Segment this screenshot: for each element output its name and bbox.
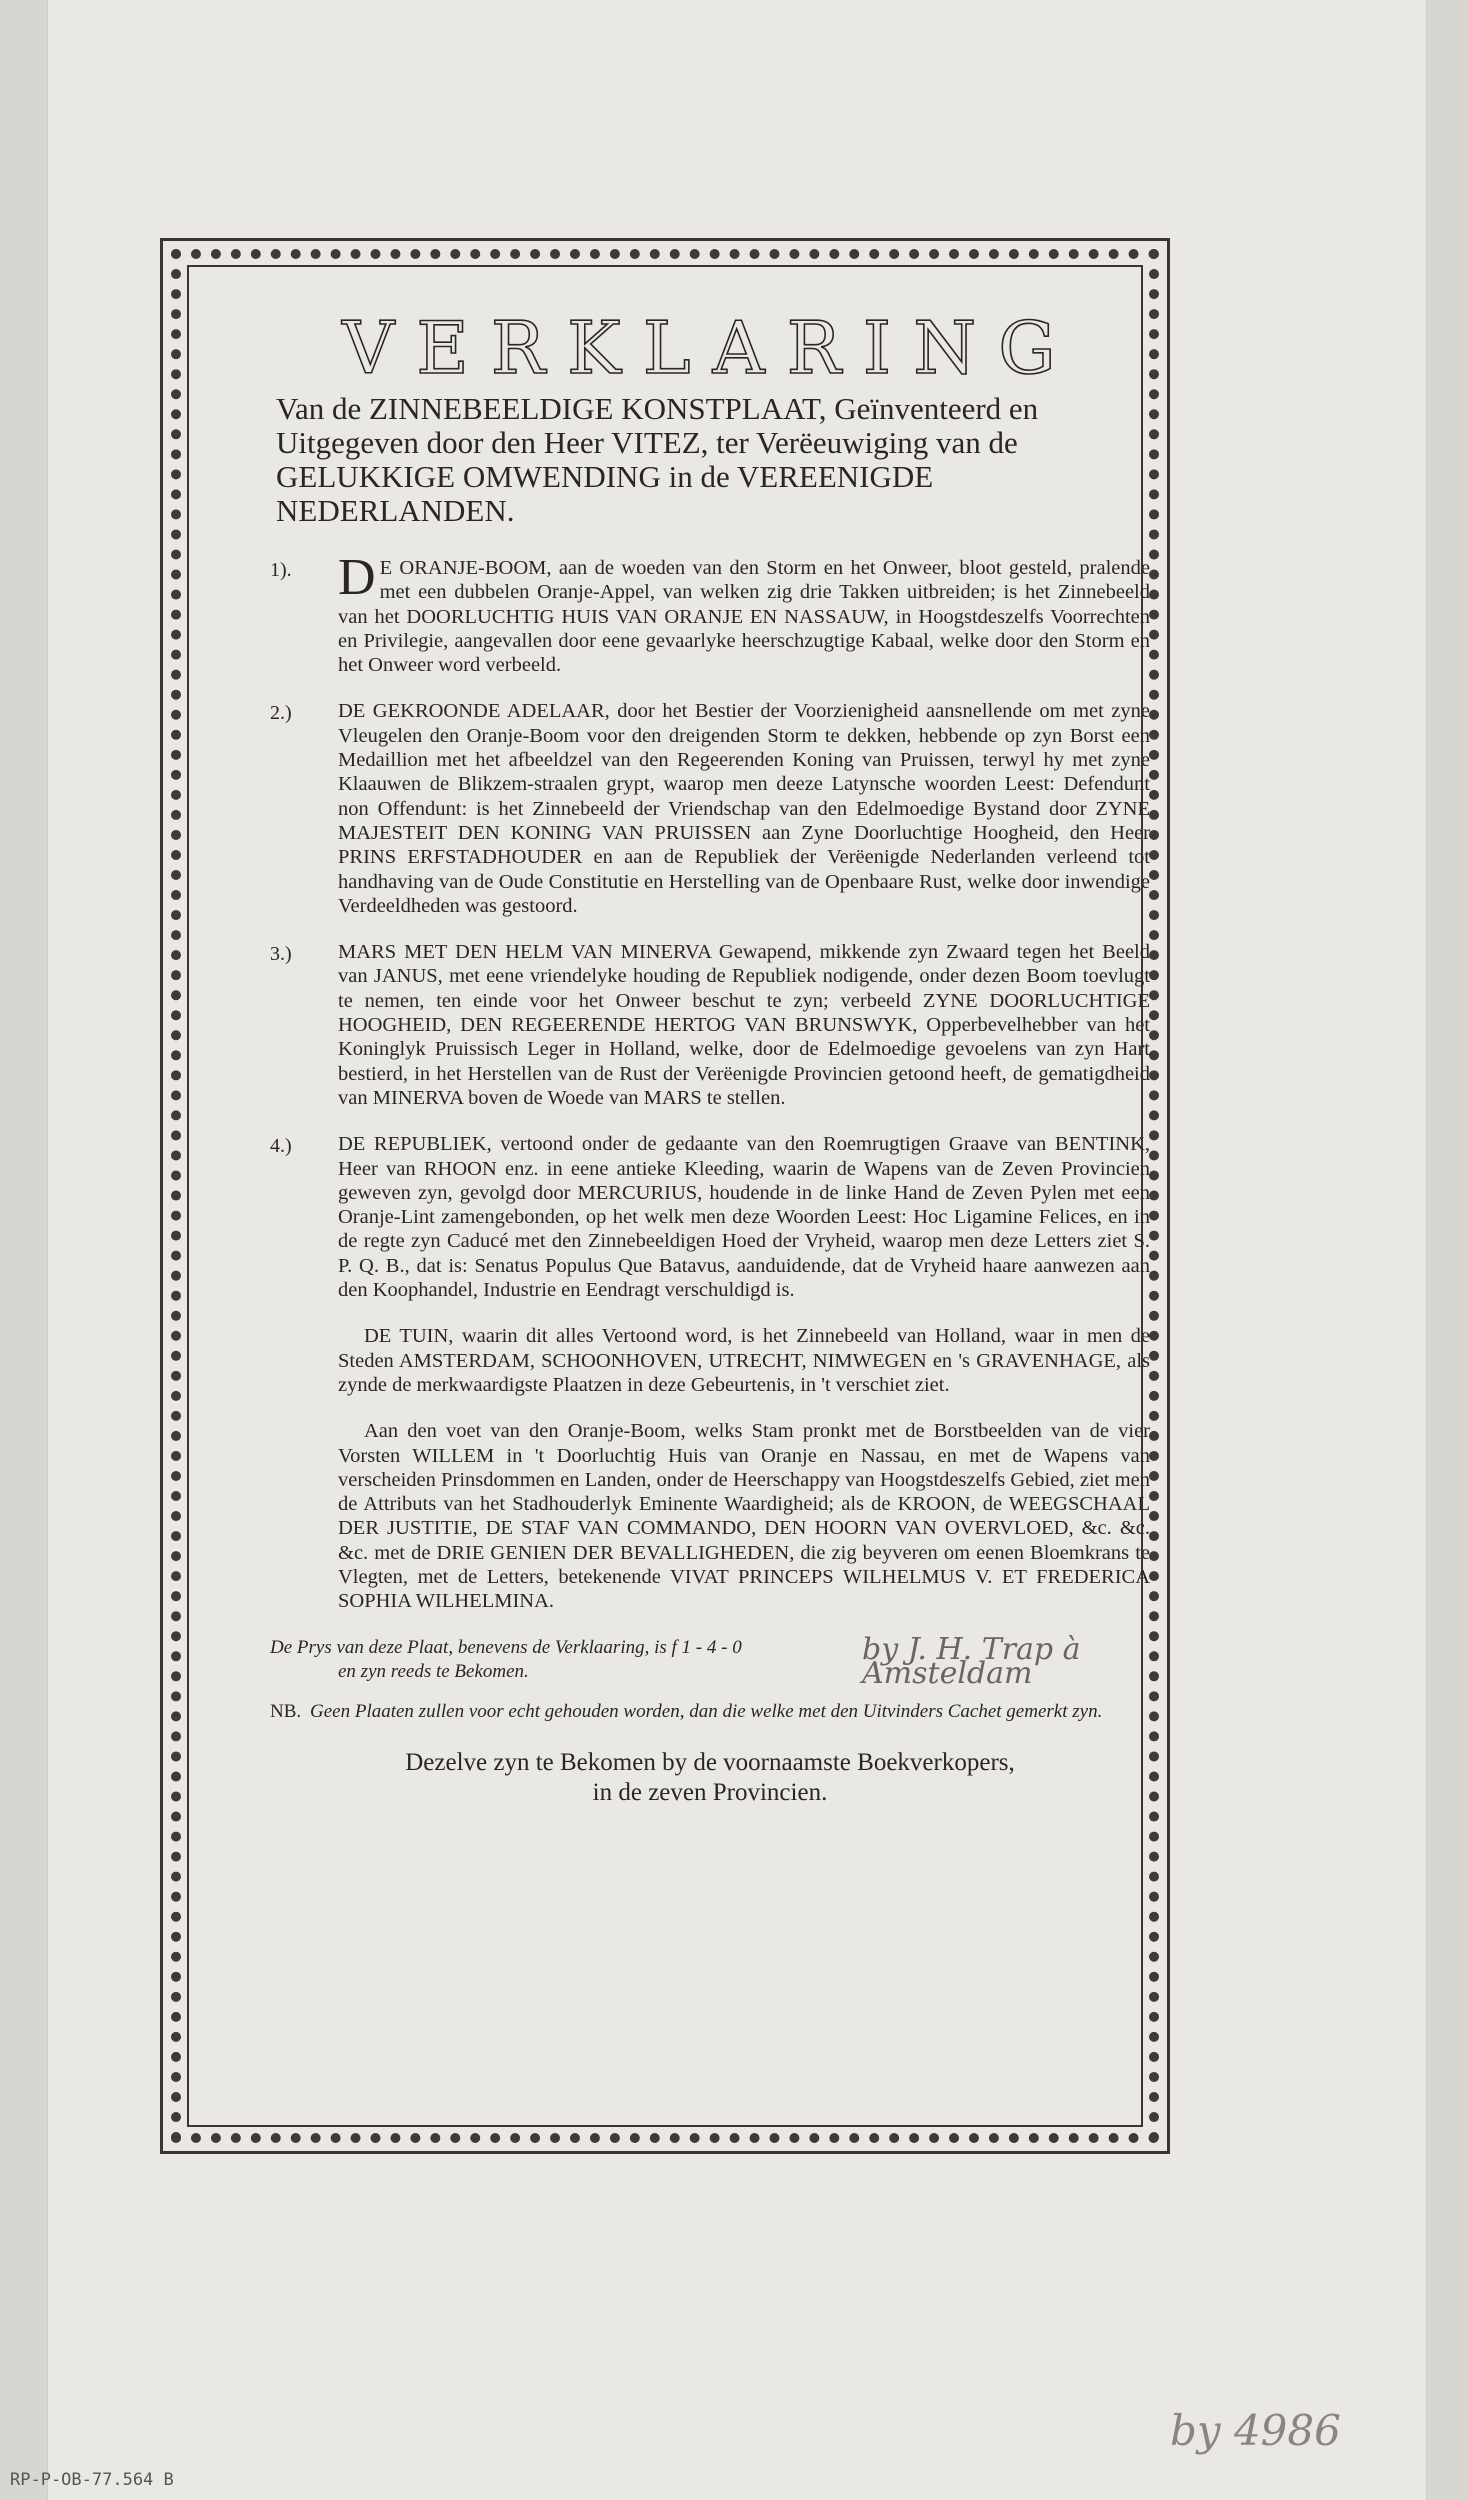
- price-notice: [270, 1631, 1150, 1691]
- nb-text: Geen Plaaten zullen voor echt gehouden worden, dan die welke met den Uitvinders Cachet gemerkt zyn.: [310, 1700, 1103, 1722]
- item-text: DE REPUBLIEK, vertoond onder de gedaante van den Roemrugtigen Graave van BENTINK, Heer van RHOON enz. in eene antieke Kleeding, waarin de Wapens van de Zeven Provincien geweven zyn, gevolgd door MERCURIUS, houdende in de linke Hand de Zeven Pylen met een Oranje-Lint zamengebonden, op het welk men deze Woorden Leest: Hoc Ligamine Felices, en in de regte zyn Caducé met den Zinnebeeldigen Hoed der Vryheid, waarop men deze Letters ziet S. P. Q. B., dat is: Senatus Populus Que Batavus, aanduidende, dat de Vryheid haare aanwezen aan den Koophandel, Industrie en Eendragt verschuldigd is.: [338, 1133, 1150, 1302]
- drop-cap: D: [338, 549, 376, 606]
- handwritten-annotation: by J. H. Trap à Amsteldam: [862, 1631, 1081, 1691]
- tuin-paragraph: DE TUIN, waarin dit alles Vertoond word, is het Zinnebeeld van Holland, waar in men de Steden AMSTERDAM, SCHOONHOVEN, UTRECHT, NIMWEGEN en 's GRAVENHAGE, als zynde de merkwaardigste Plaatzen in deze Gebeurtenis, in 't verschiet ziet.: [338, 1325, 1150, 1396]
- document-subtitle: Van de ZINNEBEELDIGE KONSTPLAAT, Geïnventeerd en Uitgegeven door den Heer VITEZ, ter Verëeuwiging van de GELUKKIGE OMWENDING in de VEREENIGDE NEDERLANDEN.: [276, 391, 1039, 528]
- closing-line-2: in de zeven Provincien.: [592, 1778, 828, 1806]
- list-item: [270, 549, 1150, 677]
- inventory-mark: by 4986: [1170, 2406, 1341, 2455]
- document-content: [270, 306, 1150, 1808]
- item-text: DE GEKROONDE ADELAAR, door het Bestier der Voorzienigheid aansnellende om met zyne Vleugelen den Oranje-Boom voor den dreigenden Storm te dekken, hebbende op zyn Borst een Medaillion met het afbeeldzel van den Regeerenden Koning van Pruissen, terwyl hy met zyne Klaauwen de Blikzem-straalen grypt, waarop men deeze Latynsche woorden Leest: Defendunt non Offendunt: is het Zinnebeeld der Vriendschap van den Edelmoedige Bystand door ZYNE MAJESTEIT DEN KONING VAN PRUISSEN aan Zyne Doorluchtige Hoogheid, den Heer PRINS ERFSTADHOUDER en aan de Republiek der Verëenigde Nederlanden verleend tot handhaving van de Oude Constitutie en Herstelling van de Openbaare Rust, welke door inwendige Verdeeldheden was gestoord.: [338, 700, 1150, 917]
- item-text: E ORANJE-BOOM, aan de woeden van den Storm en het Onweer, bloot gesteld, pralende met een dubbelen Oranje-Appel, van welken zig drie Takken uitbreiden; is het Zinnebeeld van het DOORLUCHTIG HUIS VAN ORANJE EN NASSAUW, in Hoogstdeszelfs Voorrechten en Privilegie, aangevallen door eene gevaarlyke heerschzugtige Kabaal, welke door den Storm en het Onweer word verbeeld.: [338, 557, 1150, 677]
- item-number: 4.): [270, 1135, 292, 1158]
- list-item: [270, 940, 1150, 1110]
- item-text: MARS MET DEN HELM VAN MINERVA Gewapend, mikkende zyn Zwaard tegen het Beeld van JANUS, met eene vriendelyke houding de Republiek nodigende, onder dezen Boom toevlugt te nemen, ten einde voor het Onweer beschut te zyn; verbeeld ZYNE DOORLUCHTIGE HOOGHEID, DEN REGEERENDE HERTOG VAN BRUNSWYK, Opperbevelhebber van het Koninglyk Pruissisch Leger in Holland, welke, door de Edelmoedige gevoelens van zyn Hart bestierd, in het Herstellen van de Rust der Verëenigde Provincien getoond heeft, de gematigdheid van MINERVA boven de Woede van MARS te stellen.: [338, 941, 1150, 1109]
- nb-notice: [270, 1700, 1150, 1724]
- item-number: 3.): [270, 943, 292, 966]
- list-item: [270, 1132, 1150, 1302]
- nb-label: NB.: [270, 1700, 302, 1722]
- list-item: [270, 699, 1150, 918]
- item-text-block: [338, 549, 1150, 677]
- closing-line-1: Dezelve zyn te Bekomen by de voornaamste Boekverkopers,: [405, 1748, 1015, 1776]
- catalog-number: RP-P-OB-77.564 B: [10, 2470, 174, 2490]
- voet-paragraph: Aan den voet van den Oranje-Boom, welks Stam pronkt met de Borstbeelden van de vier Vorsten WILLEM in 't Doorluchtig Huis van Oranje en Nassau, en met de Wapens van verscheiden Prinsdommen en Landen, onder de Heerschappy van Hoogstdeszelfs Gebied, ziet men de Attributs van het Stadhouderlyk Eminente Waardigheid; als de KROON, de WEEGSCHAAL DER JUSTITIE, DE STAF VAN COMMANDO, DEN HOORN VAN OVERVLOED, &c. &c. &c. met de DRIE GENIEN DER BEVALLIGHEDEN, die zig beyveren om eenen Bloemkrans te Vlegten, met de Letters, betekenende VIVAT PRINCEPS WILHELMUS V. ET FREDERICA SOPHIA WILHELMINA.: [338, 1420, 1150, 1613]
- item-number: 2.): [270, 702, 292, 725]
- document-title: VERKLARING: [342, 306, 1078, 390]
- price-line: De Prys van deze Plaat, benevens de Verklaaring, is f 1 - 4 - 0: [270, 1636, 742, 1658]
- availability-line: en zyn reeds te Bekomen.: [338, 1660, 529, 1682]
- item-number: 1).: [270, 559, 292, 581]
